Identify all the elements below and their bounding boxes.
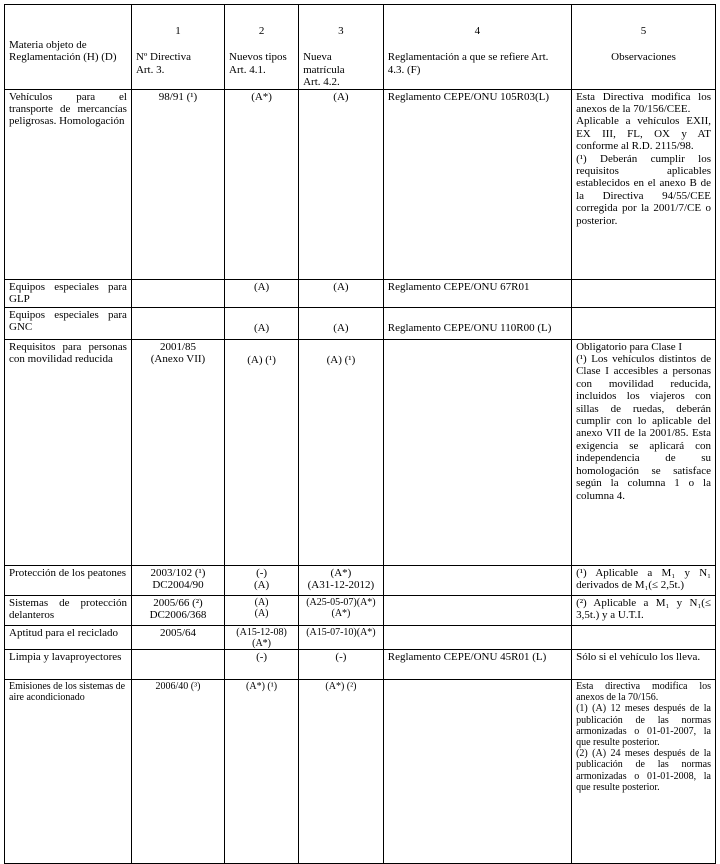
cell-directiva: 98/91 (¹) xyxy=(131,89,224,279)
cell-observaciones xyxy=(572,279,716,307)
header-cell-nueva-matricula: 3 Nueva matrícula Art. 4.2. xyxy=(299,5,384,90)
cell-nueva-matricula: (A) xyxy=(299,89,384,279)
cell-directiva: 2005/66 (²) DC2006/368 xyxy=(131,595,224,625)
table-row xyxy=(5,307,716,339)
cell-nueva-matricula: (A25-05-07)(A*) (A*) xyxy=(299,595,384,625)
table-row xyxy=(5,339,716,565)
cell-directiva: 2005/64 xyxy=(131,625,224,649)
header-cell-observaciones: 5 Observaciones xyxy=(572,5,716,90)
table-row xyxy=(5,650,716,680)
cell-materia: Equipos especiales para GLP xyxy=(5,279,132,307)
cell-observaciones: Esta directiva modifica los anexos de la 70/156. (1) (A) 12 meses después de la publicación de las normas armonizadas o 01-01-2007, la que resulte posterior. (2) (A) 24 meses después de la publicación de las normas armonizadas o 01-01-2008, la que resulte posterior. xyxy=(572,680,716,864)
cell-nuevos-tipos: (A*) (¹) xyxy=(225,680,299,864)
cell-nuevos-tipos: (A15-12-08)(A*) xyxy=(225,625,299,649)
cell-observaciones xyxy=(572,307,716,339)
cell-reglamento: Reglamento CEPE/ONU 105R03(L) xyxy=(383,89,571,279)
cell-nueva-matricula: (-) xyxy=(299,650,384,680)
cell-nuevos-tipos: (A*) xyxy=(225,89,299,279)
cell-observaciones: Esta Directiva modifica los anexos de la 70/156/CEE. Aplicable a vehículos EXII, EX III, FL, OX y AT conforme al R.D. 2115/98. (¹) Deberán cumplir los requisitos aplicables establecidos en el anexo B de la Directiva 94/55/CEE corregida por la 2001/7/CE o posterior. xyxy=(572,89,716,279)
cell-materia: Protección de los peatones xyxy=(5,565,132,595)
table-row xyxy=(5,89,716,279)
cell-directiva xyxy=(131,650,224,680)
header-cell-materia: Materia objeto de Reglamentación (H) (D) xyxy=(5,5,132,90)
cell-reglamento xyxy=(383,565,571,595)
table-row xyxy=(5,565,716,595)
cell-reglamento: Reglamento CEPE/ONU 45R01 (L) xyxy=(383,650,571,680)
cell-directiva: 2001/85 (Anexo VII) xyxy=(131,339,224,565)
cell-nuevos-tipos: (A) xyxy=(225,279,299,307)
cell-nueva-matricula: (A*) (A31-12-2012) xyxy=(299,565,384,595)
cell-materia: Aptitud para el reciclado xyxy=(5,625,132,649)
header-cell-nuevos-tipos: 2 Nuevos tipos Art. 4.1. xyxy=(225,5,299,90)
cell-directiva: 2006/40 (³) xyxy=(131,680,224,864)
cell-materia: Limpia y lavaproyectores xyxy=(5,650,132,680)
header-cell-reglamentacion: 4 Reglamentación a que se refiere Art. 4.3. (F) xyxy=(383,5,571,90)
cell-nueva-matricula: (A15-07-10)(A*) xyxy=(299,625,384,649)
cell-nuevos-tipos: (-) xyxy=(225,650,299,680)
cell-observaciones: (¹) Aplicable a M₁ y N₁ derivados de M₁(≤ 2,5t.) xyxy=(572,565,716,595)
table-row xyxy=(5,595,716,625)
cell-reglamento xyxy=(383,625,571,649)
cell-reglamento: Reglamento CEPE/ONU 110R00 (L) xyxy=(383,307,571,339)
cell-observaciones xyxy=(572,625,716,649)
cell-nuevos-tipos: (A) xyxy=(225,307,299,339)
cell-reglamento: Reglamento CEPE/ONU 67R01 xyxy=(383,279,571,307)
cell-materia: Equipos especiales para GNC xyxy=(5,307,132,339)
cell-reglamento xyxy=(383,595,571,625)
cell-materia: Vehículos para el transporte de mercancías peligrosas. Homologación xyxy=(5,89,132,279)
header-cell-directiva: 1 Nº Directiva Art. 3. xyxy=(131,5,224,90)
table-row xyxy=(5,279,716,307)
cell-nueva-matricula: (A) xyxy=(299,279,384,307)
table-row xyxy=(5,625,716,649)
cell-directiva xyxy=(131,279,224,307)
cell-observaciones: (²) Aplicable a M₁ y N₁(≤ 3,5t.) y a U.T.I. xyxy=(572,595,716,625)
cell-reglamento xyxy=(383,339,571,565)
cell-nuevos-tipos: (A) (A) xyxy=(225,595,299,625)
cell-observaciones: Obligatorio para Clase I (¹) Los vehículos distintos de Clase I accesibles a personas con movilidad reducida, incluidos los viajeros con sillas de ruedas, deberán cumplir con lo aplicable del anexo VII de la 2001/85. Esta exigencia se aplicará con independencia de su homologación se satisface según la columna 1 o la columna 4. xyxy=(572,339,716,565)
cell-materia: Emisiones de los sistemas de aire acondicionado xyxy=(5,680,132,864)
cell-materia: Sistemas de protección delanteros xyxy=(5,595,132,625)
cell-nueva-matricula: (A) xyxy=(299,307,384,339)
cell-materia: Requisitos para personas con movilidad reducida xyxy=(5,339,132,565)
cell-directiva xyxy=(131,307,224,339)
cell-nueva-matricula: (A) (¹) xyxy=(299,339,384,565)
cell-nuevos-tipos: (-) (A) xyxy=(225,565,299,595)
regulation-document xyxy=(4,4,716,864)
cell-directiva: 2003/102 (¹) DC2004/90 xyxy=(131,565,224,595)
cell-nuevos-tipos: (A) (¹) xyxy=(225,339,299,565)
regulation-table xyxy=(4,4,716,864)
table-header-row xyxy=(5,5,716,90)
cell-nueva-matricula: (A*) (²) xyxy=(299,680,384,864)
cell-observaciones: Sólo si el vehículo los lleva. xyxy=(572,650,716,680)
